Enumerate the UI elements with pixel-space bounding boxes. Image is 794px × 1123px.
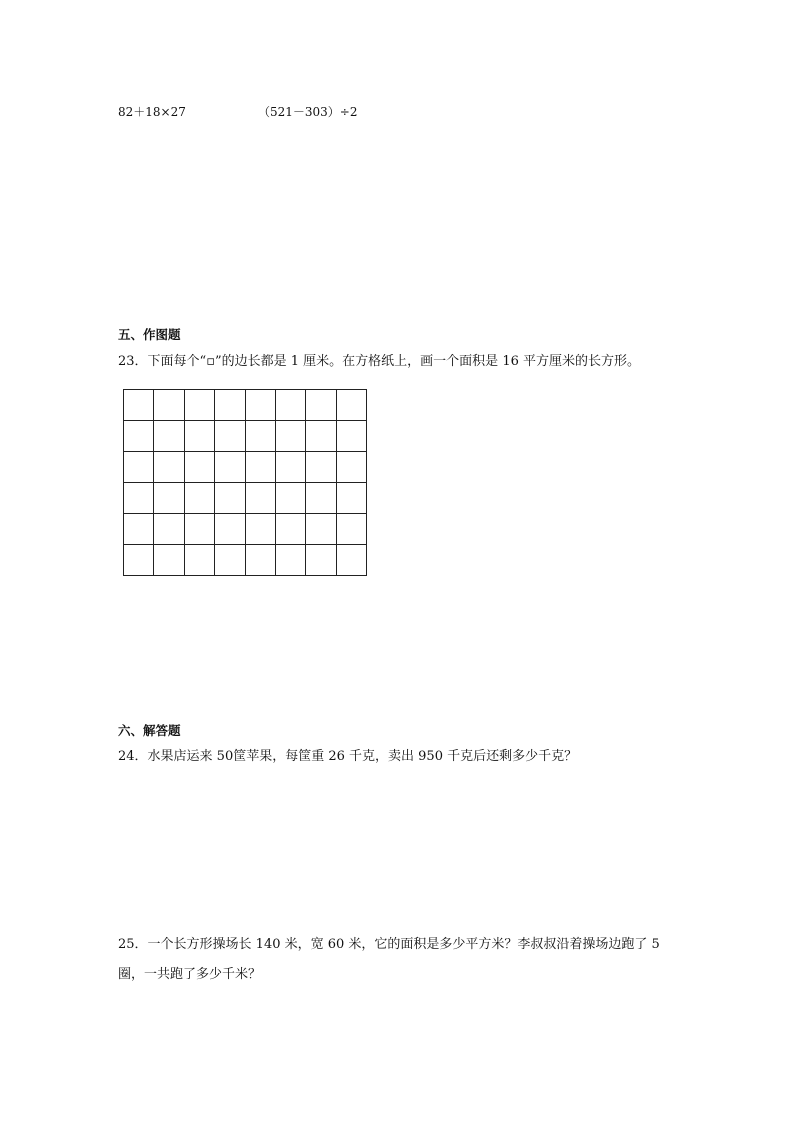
grid-cell: [215, 483, 245, 514]
grid-cell: [245, 514, 275, 545]
grid-cell: [184, 390, 214, 421]
grid-cell: [184, 421, 214, 452]
grid-cell: [124, 452, 154, 483]
section-heading-drawing: 五、作图题: [118, 327, 181, 342]
grid-cell: [215, 545, 245, 576]
grid-cell: [275, 390, 305, 421]
grid-cell: [215, 390, 245, 421]
grid-cell: [184, 514, 214, 545]
grid-cell: [154, 452, 184, 483]
grid-cell: [245, 390, 275, 421]
grid-cell: [275, 514, 305, 545]
question-24: 24．水果店运来 50筐苹果，每筐重 26 千克，卖出 950 千克后还剩多少千克？: [118, 749, 578, 764]
grid-cell: [154, 390, 184, 421]
grid-cell: [336, 514, 366, 545]
grid-row: [124, 483, 367, 514]
grid-cell: [245, 421, 275, 452]
grid-cell: [306, 545, 336, 576]
grid-cell: [336, 390, 366, 421]
grid-cell: [154, 483, 184, 514]
grid-cell: [184, 452, 214, 483]
grid-cell: [306, 452, 336, 483]
grid-cell: [336, 452, 366, 483]
grid-cell: [245, 483, 275, 514]
grid-cell: [215, 514, 245, 545]
grid-row: [124, 452, 367, 483]
grid-cell: [336, 545, 366, 576]
grid-cell: [275, 545, 305, 576]
grid-cell: [306, 483, 336, 514]
grid-cell: [124, 421, 154, 452]
grid-cell: [306, 421, 336, 452]
grid-cell: [124, 483, 154, 514]
grid-cell: [245, 545, 275, 576]
grid-cell: [124, 514, 154, 545]
grid-cell: [215, 421, 245, 452]
grid-cell: [245, 452, 275, 483]
section-heading-answers: 六、解答题: [118, 723, 181, 738]
grid-cell: [275, 421, 305, 452]
expression-b: （521－303）÷2: [258, 105, 358, 119]
grid-cell: [306, 514, 336, 545]
question-25-line-2: 圈，一共跑了多少千米？: [118, 967, 262, 982]
square-grid-paper: [123, 389, 367, 576]
grid-cell: [336, 483, 366, 514]
grid-cell: [154, 545, 184, 576]
grid-row: [124, 421, 367, 452]
grid-cell: [336, 421, 366, 452]
grid-row: [124, 545, 367, 576]
expression-a: 82＋18×27: [118, 105, 186, 119]
grid-cell: [275, 452, 305, 483]
grid-row: [124, 514, 367, 545]
question-25-line-1: 25．一个长方形操场长 140 米，宽 60 米，它的面积是多少平方米？李叔叔沿着操场边跑了 5: [118, 937, 660, 952]
grid-cell: [184, 545, 214, 576]
question-23: 23．下面每个“▫”的边长都是 1 厘米。在方格纸上，画一个面积是 16 平方厘米的长方形。: [118, 354, 640, 369]
grid-cell: [154, 421, 184, 452]
grid-cell: [154, 514, 184, 545]
grid-cell: [124, 390, 154, 421]
grid-row: [124, 390, 367, 421]
grid-cell: [275, 483, 305, 514]
grid-cell: [124, 545, 154, 576]
grid-cell: [184, 483, 214, 514]
grid-cell: [306, 390, 336, 421]
grid-cell: [215, 452, 245, 483]
